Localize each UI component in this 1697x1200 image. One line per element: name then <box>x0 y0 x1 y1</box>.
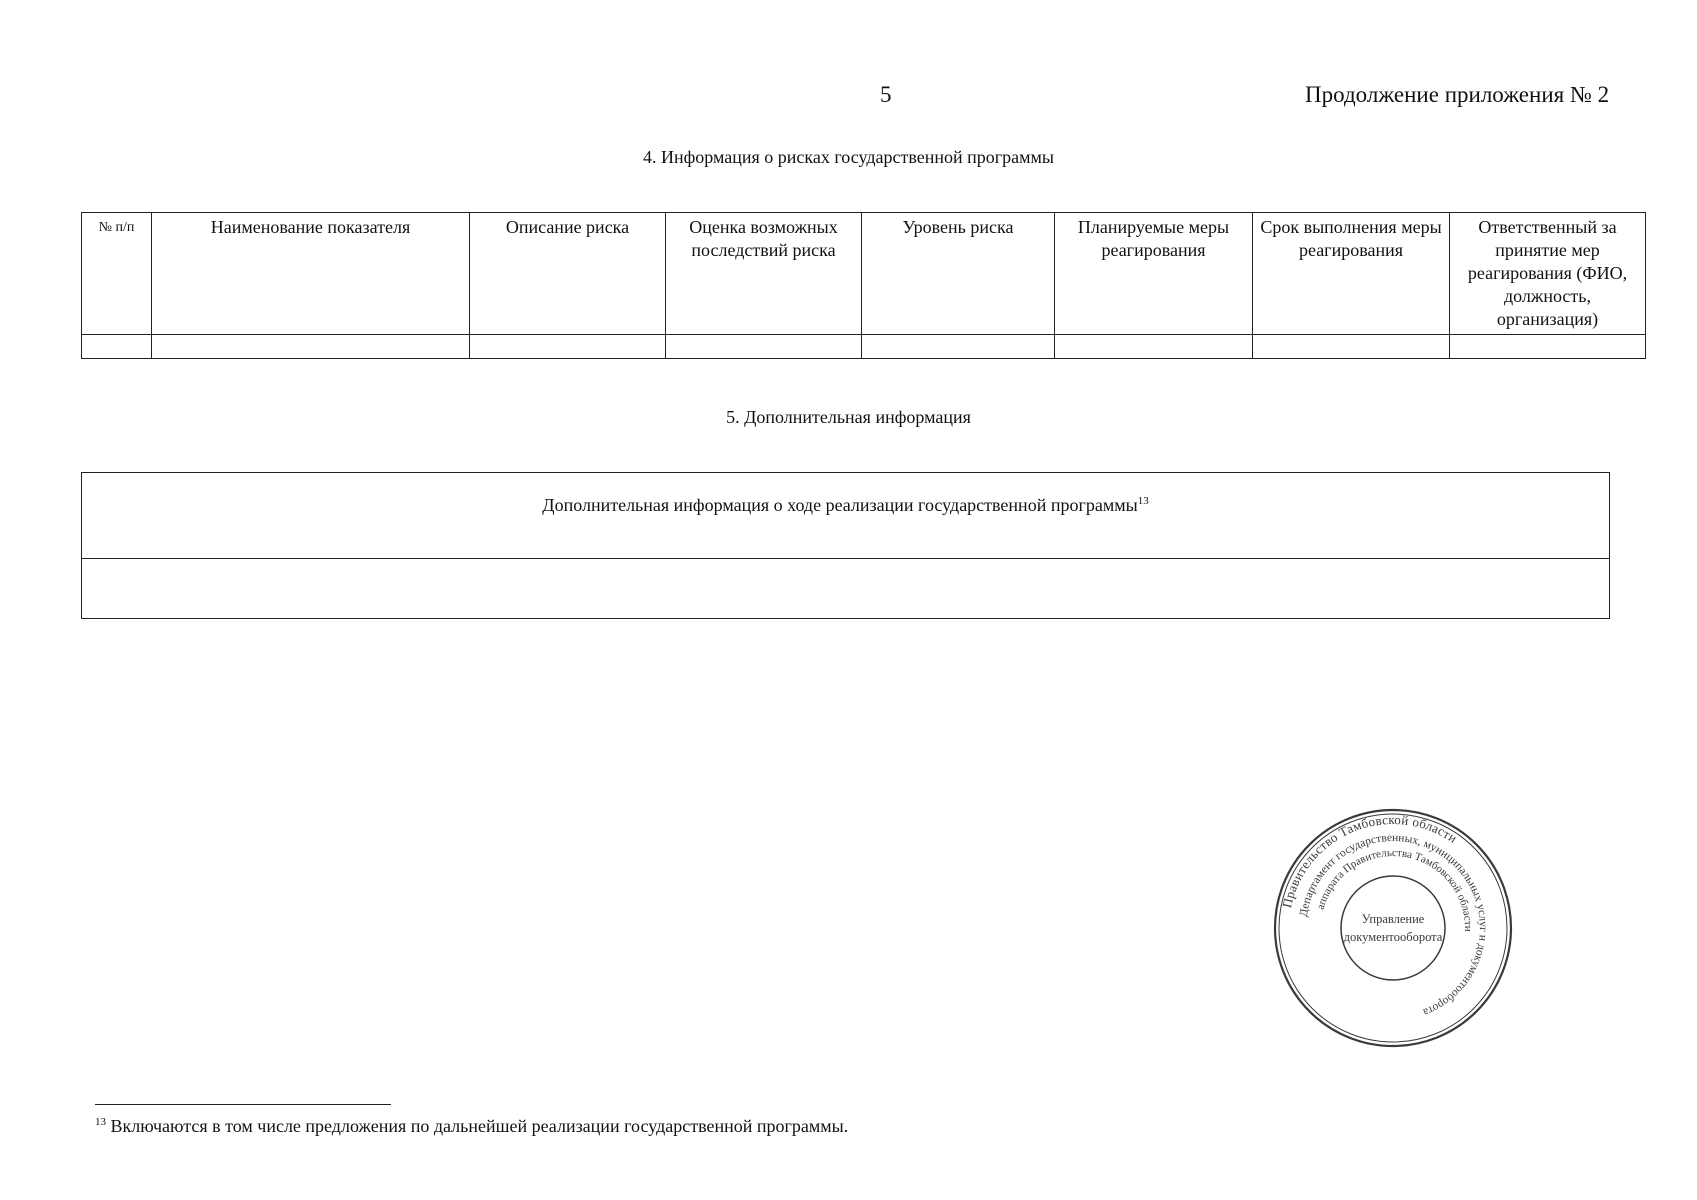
column-header-risk-consequences: Оценка возможных последствий риска <box>666 213 862 335</box>
table-row <box>82 335 1646 359</box>
stamp-outer-text: Правительство Тамбовской области <box>1279 811 1461 910</box>
stamp-inner-text: аппарата Правительства Тамбовской области <box>1314 846 1475 932</box>
column-header-risk-level: Уровень риска <box>862 213 1055 335</box>
appendix-label: Продолжение приложения № 2 <box>1305 82 1610 107</box>
column-header-indicator-name: Наименование показателя <box>152 213 470 335</box>
column-header-number: № п/п <box>82 213 152 335</box>
table-cell <box>82 559 1610 619</box>
table-cell <box>470 335 666 359</box>
stamp-inner-ring <box>1341 876 1445 980</box>
stamp-center-line-1: Управление <box>1361 912 1425 926</box>
table-row <box>82 559 1610 619</box>
table-cell <box>862 335 1055 359</box>
footnote-reference: 13 <box>1137 495 1149 507</box>
column-header-planned-measures: Планируемые меры реагирования <box>1055 213 1253 335</box>
stamp-outer-ring <box>1275 810 1511 1046</box>
risk-table-header-row <box>82 213 1646 335</box>
section-4-title: 4. Информация о рисках государственной программы <box>642 147 1055 167</box>
footnote-text: Включаются в том числе предложения по дальнейшей реализации государственной программы. <box>106 1116 849 1136</box>
table-cell <box>1253 335 1450 359</box>
section-5-title: 5. Дополнительная информация <box>726 407 971 427</box>
additional-info-table <box>81 472 1610 619</box>
page-number: 5 <box>880 82 892 107</box>
official-stamp <box>1273 808 1513 1048</box>
column-header-risk-description: Описание риска <box>470 213 666 335</box>
footnote-marker: 13 <box>95 1116 106 1128</box>
column-header-responsible: Ответственный за принятие мер реагирования (ФИО, должность, организация) <box>1450 213 1646 335</box>
table-cell <box>1450 335 1646 359</box>
table-cell <box>152 335 470 359</box>
column-header-measure-deadline: Срок выполнения меры реагирования <box>1253 213 1450 335</box>
table-cell <box>82 335 152 359</box>
table-cell <box>666 335 862 359</box>
footnote-divider <box>95 1104 391 1105</box>
additional-info-header-text: Дополнительная информация о ходе реализации государственной программы <box>542 495 1138 515</box>
footnote <box>95 1116 848 1137</box>
stamp-middle-text: Департамент государственных, муниципальных услуг и документооборота <box>1297 831 1490 1019</box>
additional-info-header <box>82 473 1610 559</box>
stamp-center-line-2: документооборота <box>1343 930 1443 944</box>
additional-info-header-row <box>82 473 1610 559</box>
risk-table <box>81 212 1646 359</box>
table-cell <box>1055 335 1253 359</box>
